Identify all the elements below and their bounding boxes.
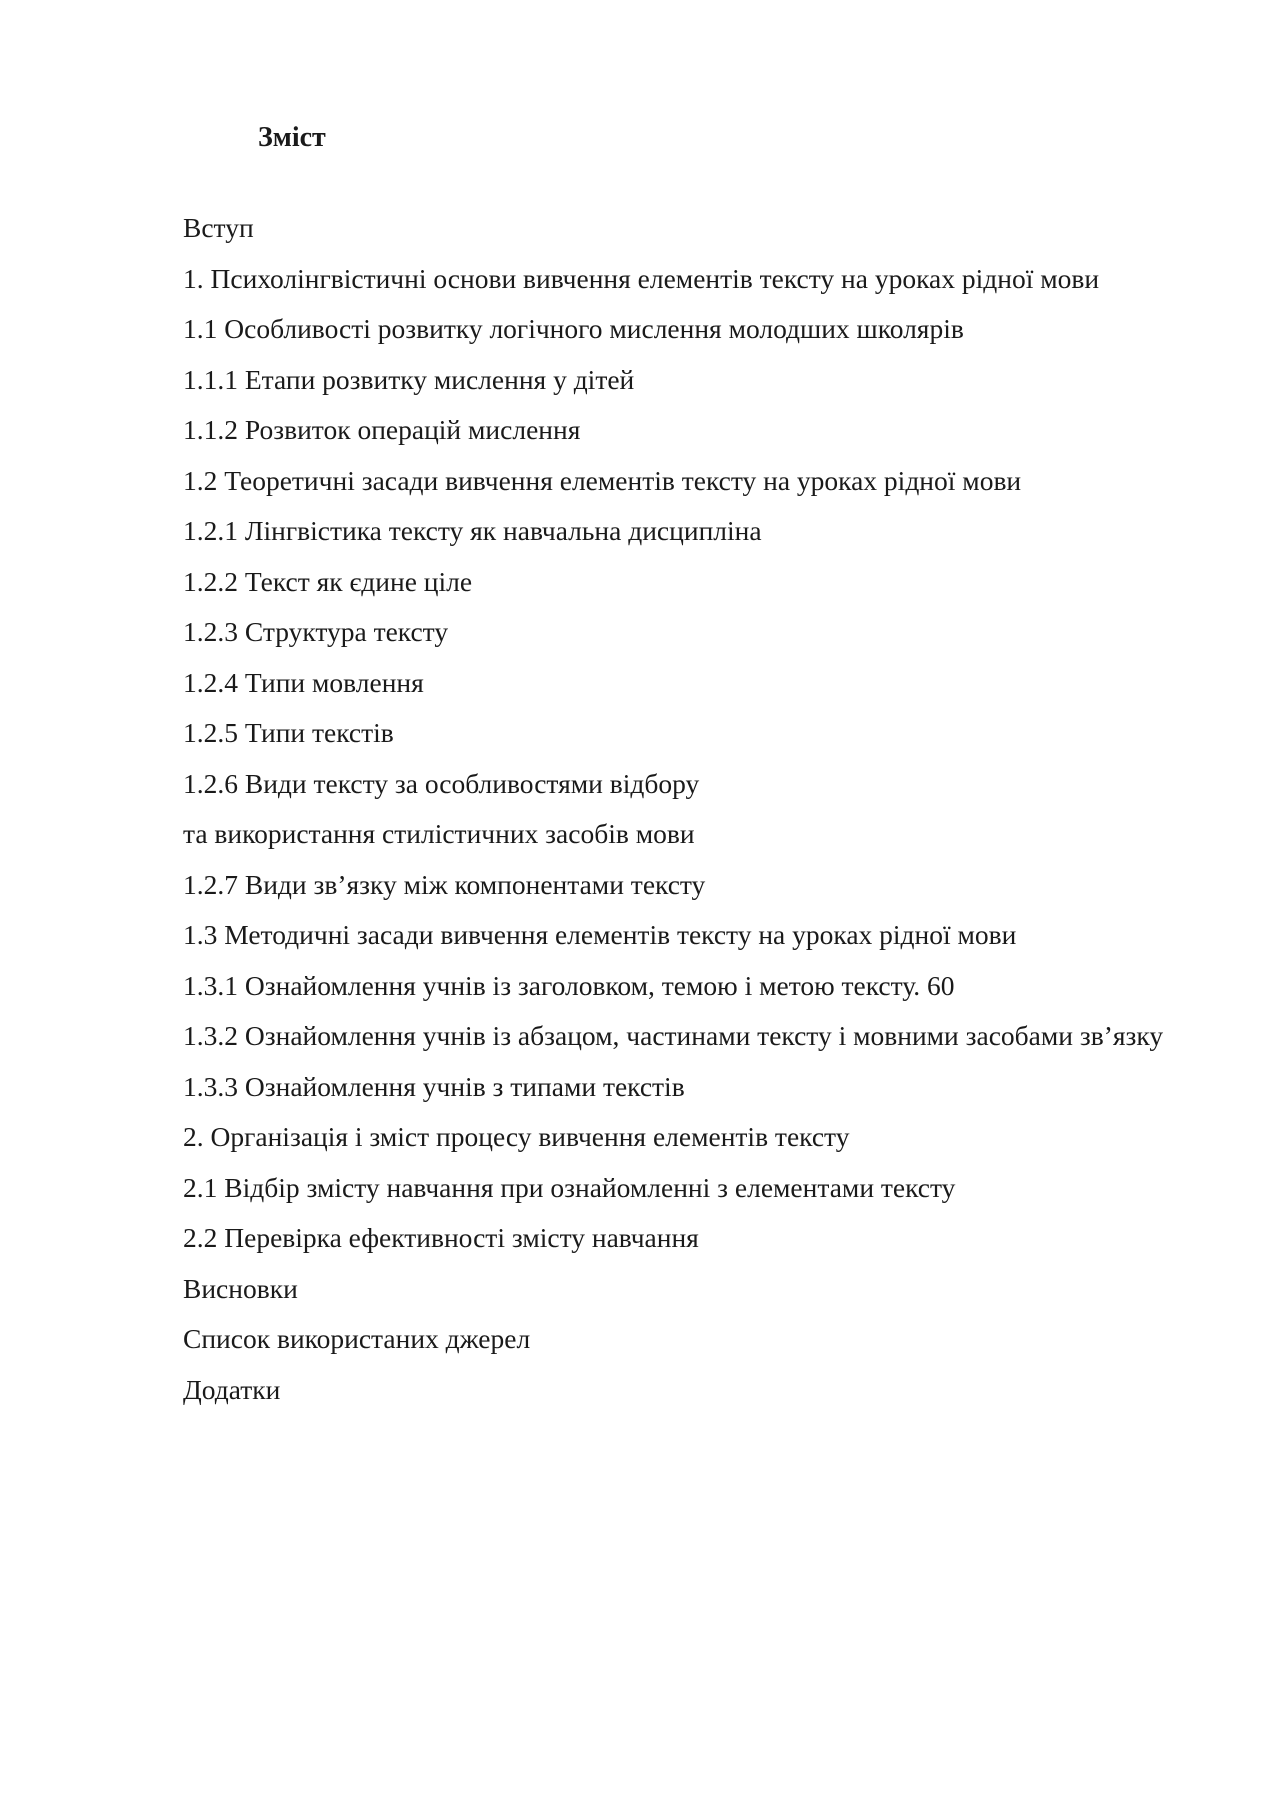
toc-item-1-1: 1.1 Особливості розвитку логічного мислення молодших школярів — [183, 313, 964, 344]
toc-item-1-2-6-continued: та використання стилістичних засобів мови — [183, 818, 695, 849]
toc-item-2-1: 2.1 Відбір змісту навчання при ознайомленні з елементами тексту — [183, 1171, 956, 1203]
toc-item-1-3: 1.3 Методичні засади вивчення елементів тексту на уроках рідної мови — [183, 919, 1017, 950]
toc-item-2: 2. Організація і зміст процесу вивчення елементів тексту — [183, 1121, 850, 1152]
toc-item-intro: Вступ — [183, 212, 254, 243]
toc-item-1-2-5: 1.2.5 Типи текстів — [183, 717, 394, 748]
toc-item-1-3-1: 1.3.1 Ознайомлення учнів із заголовком, темою і метою тексту. 60 — [183, 969, 955, 1001]
toc-item-1-3-3: 1.3.3 Ознайомлення учнів з типами текстів — [183, 1070, 685, 1102]
toc-item-2-2: 2.2 Перевірка ефективності змісту навчання — [183, 1222, 699, 1253]
toc-item-1-2-7: 1.2.7 Види зв’язку між компонентами тексту — [183, 868, 706, 900]
toc-item-conclusions: Висновки — [183, 1272, 298, 1304]
toc-item-1-2-3: 1.2.3 Структура тексту — [183, 616, 449, 647]
toc-item-1: 1. Психолінгвістичні основи вивчення елементів тексту на уроках рідної мови — [183, 262, 1100, 294]
toc-item-1-2: 1.2 Теоретичні засади вивчення елементів тексту на уроках рідної мови — [183, 464, 1022, 496]
toc-item-1-3-2: 1.3.2 Ознайомлення учнів із абзацом, частинами тексту і мовними засобами зв’язку — [183, 1020, 1164, 1051]
table-of-contents — [183, 203, 1195, 1415]
page-title: Зміст — [258, 122, 326, 153]
toc-item-appendices: Додатки — [183, 1373, 281, 1405]
toc-item-references: Список використаних джерел — [183, 1323, 531, 1354]
toc-item-1-2-2: 1.2.2 Текст як єдине ціле — [183, 565, 473, 597]
toc-item-1-2-6: 1.2.6 Види тексту за особливостями відбору — [183, 767, 700, 799]
toc-item-1-2-4: 1.2.4 Типи мовлення — [183, 666, 424, 698]
toc-item-1-1-2: 1.1.2 Розвиток операцій мислення — [183, 414, 581, 445]
toc-item-1-2-1: 1.2.1 Лінгвістика тексту як навчальна дисципліна — [183, 515, 762, 546]
toc-item-1-1-1: 1.1.1 Етапи розвитку мислення у дітей — [183, 363, 635, 395]
